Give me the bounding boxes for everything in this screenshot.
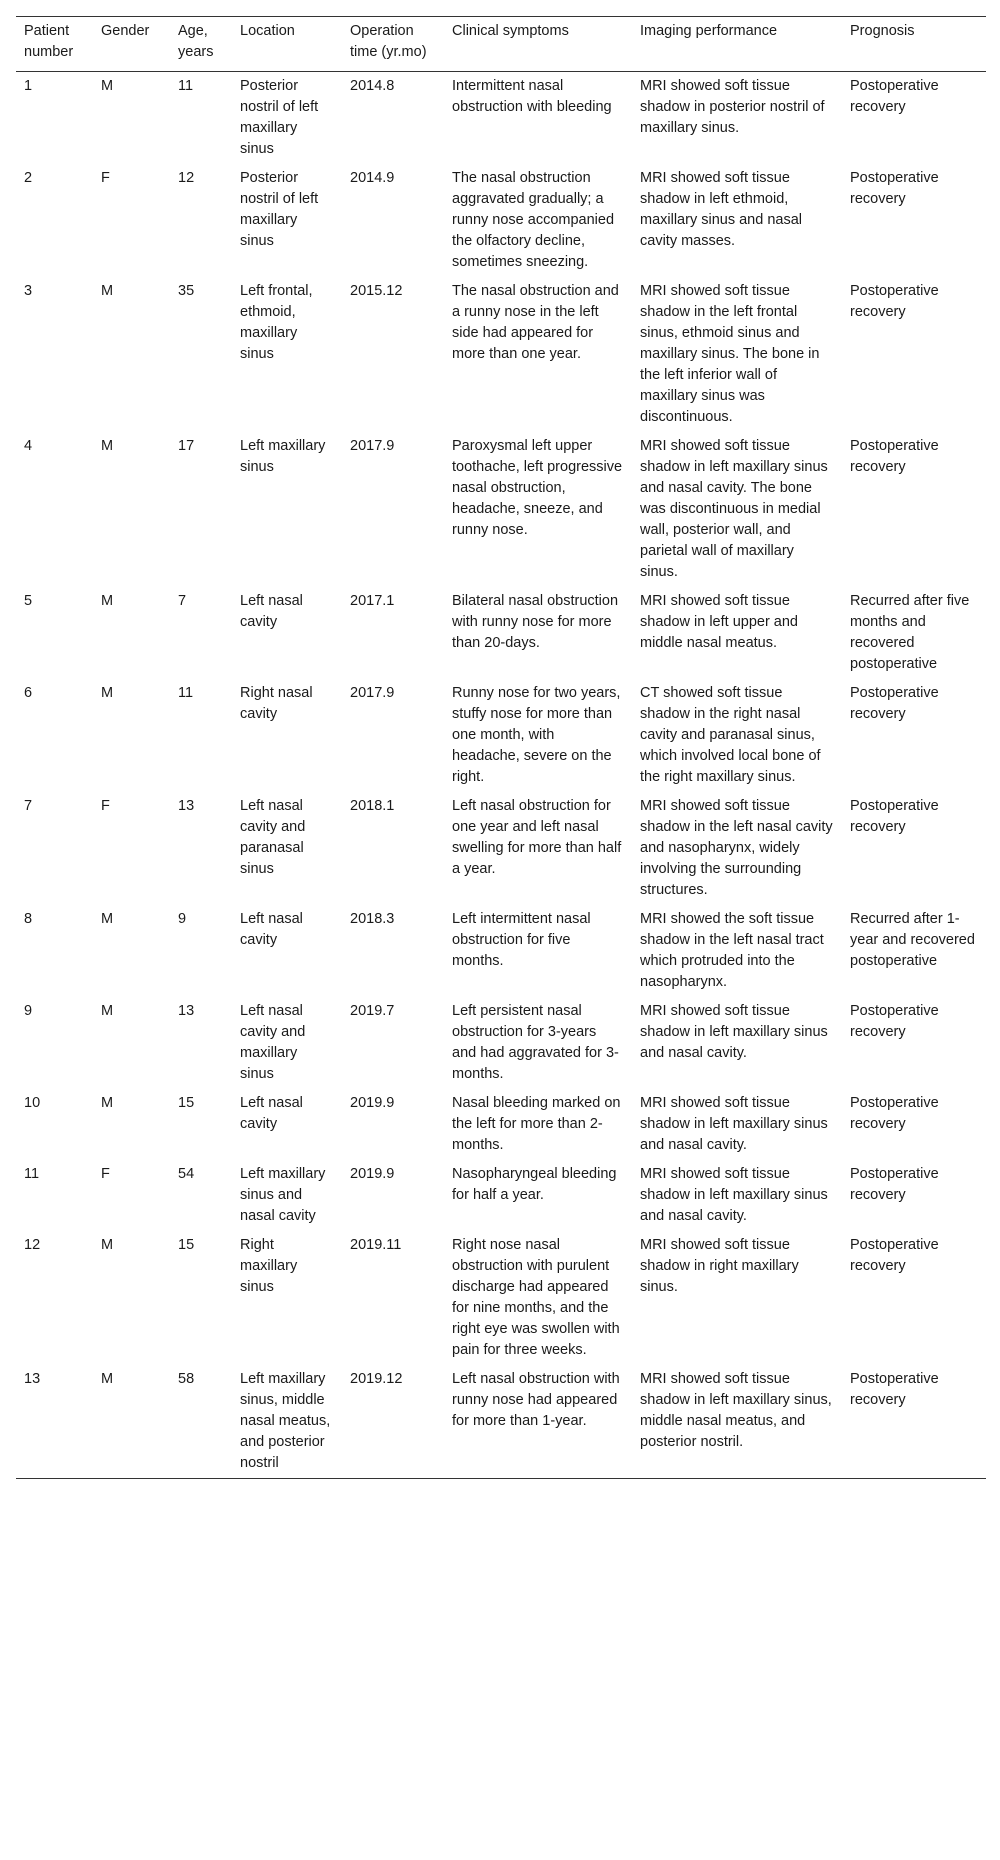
cell-prognosis: Postoperative recovery (850, 1371, 939, 1408)
header-row (16, 17, 986, 72)
cell-imaging-performance: MRI showed soft tissue shadow in left maxillary sinus and nasal cavity. (640, 1166, 828, 1224)
cell-clinical-symptoms: Nasopharyngeal bleeding for half a year. (452, 1166, 617, 1203)
cell-gender: M (101, 1371, 114, 1387)
cell-operation-time: 2017.9 (350, 438, 395, 454)
cell-age: 17 (178, 438, 195, 454)
cell-operation-time: 2017.9 (350, 685, 395, 701)
cell-gender: M (101, 283, 114, 299)
cell-clinical-symptoms: Left nasal obstruction with runny nose had appeared for more than 1-year. (452, 1371, 620, 1429)
cell-age: 13 (178, 798, 195, 814)
header-patient-number: Patient number (24, 23, 74, 60)
cell-imaging-performance: MRI showed soft tissue shadow in left ethmoid, maxillary sinus and nasal cavity masses. (640, 170, 802, 249)
cell-imaging-performance: MRI showed soft tissue shadow in left maxillary sinus, middle nasal meatus, and posterior nostril. (640, 1371, 832, 1450)
cell-operation-time: 2014.9 (350, 170, 395, 186)
cell-patient-number: 2 (24, 170, 33, 186)
cell-prognosis: Postoperative recovery (850, 170, 939, 207)
cell-prognosis: Recurred after 1-year and recovered postoperative (850, 911, 975, 969)
cell-clinical-symptoms: Right nose nasal obstruction with purulent discharge had appeared for nine months, and the right eye was swollen with pain for three weeks. (452, 1237, 620, 1358)
table-row (16, 1365, 986, 1479)
table-row (16, 1231, 986, 1365)
cell-gender: M (101, 685, 114, 701)
table-row (16, 1089, 986, 1160)
cell-gender: M (101, 593, 114, 609)
cell-operation-time: 2018.1 (350, 798, 395, 814)
cell-imaging-performance: MRI showed soft tissue shadow in the left frontal sinus, ethmoid sinus and maxillary sinus. The bone in the left inferior wall of maxillary sinus was discontinuous. (640, 283, 820, 425)
cell-location: Right nasal cavity (240, 685, 313, 722)
cell-age: 58 (178, 1371, 195, 1387)
cell-prognosis: Postoperative recovery (850, 438, 939, 475)
cell-imaging-performance: MRI showed soft tissue shadow in left maxillary sinus and nasal cavity. The bone was discontinuous in medial wall, posterior wall, and parietal wall of maxillary sinus. (640, 438, 828, 580)
cell-patient-number: 13 (24, 1371, 41, 1387)
cell-gender: M (101, 1095, 114, 1111)
cell-gender: F (101, 798, 110, 814)
cell-gender: M (101, 1003, 114, 1019)
cell-patient-number: 3 (24, 283, 33, 299)
cell-gender: M (101, 438, 114, 454)
cell-gender: M (101, 911, 114, 927)
cell-location: Posterior nostril of left maxillary sinus (240, 170, 319, 249)
cell-age: 7 (178, 593, 187, 609)
patient-table-container (16, 16, 986, 1479)
cell-age: 13 (178, 1003, 195, 1019)
cell-prognosis: Postoperative recovery (850, 1166, 939, 1203)
cell-patient-number: 7 (24, 798, 33, 814)
cell-prognosis: Postoperative recovery (850, 1003, 939, 1040)
cell-patient-number: 4 (24, 438, 33, 454)
cell-clinical-symptoms: Runny nose for two years, stuffy nose for more than one month, with headache, severe on the right. (452, 685, 621, 785)
cell-clinical-symptoms: Paroxysmal left upper toothache, left progressive nasal obstruction, headache, sneeze, and runny nose. (452, 438, 623, 538)
cell-age: 54 (178, 1166, 195, 1182)
cell-patient-number: 1 (24, 78, 33, 94)
cell-imaging-performance: MRI showed soft tissue shadow in the left nasal cavity and nasopharynx, widely involving the surrounding structures. (640, 798, 833, 898)
cell-imaging-performance: MRI showed soft tissue shadow in left maxillary sinus and nasal cavity. (640, 1095, 828, 1153)
cell-age: 9 (178, 911, 187, 927)
cell-patient-number: 8 (24, 911, 33, 927)
header-gender: Gender (101, 23, 150, 39)
header-clinical-symptoms: Clinical symptoms (452, 23, 569, 39)
cell-operation-time: 2019.7 (350, 1003, 395, 1019)
cell-location: Right maxillary sinus (240, 1237, 298, 1295)
cell-gender: F (101, 170, 110, 186)
cell-age: 35 (178, 283, 195, 299)
cell-patient-number: 6 (24, 685, 33, 701)
cell-operation-time: 2019.11 (350, 1237, 402, 1253)
table-header (16, 17, 986, 72)
cell-location: Left nasal cavity and maxillary sinus (240, 1003, 306, 1082)
cell-patient-number: 11 (24, 1166, 40, 1182)
header-operation-time: Operation time (yr.mo) (350, 23, 427, 60)
table-row (16, 1160, 986, 1231)
cell-patient-number: 5 (24, 593, 33, 609)
cell-operation-time: 2018.3 (350, 911, 395, 927)
table-row (16, 792, 986, 905)
cell-clinical-symptoms: Left persistent nasal obstruction for 3-years and had aggravated for 3-months. (452, 1003, 619, 1082)
cell-age: 15 (178, 1237, 195, 1253)
cell-imaging-performance: MRI showed the soft tissue shadow in the left nasal tract which protruded into the nasopharynx. (640, 911, 824, 990)
cell-location: Left maxillary sinus and nasal cavity (240, 1166, 326, 1224)
header-prognosis: Prognosis (850, 23, 915, 39)
cell-clinical-symptoms: The nasal obstruction and a runny nose in the left side had appeared for more than one year. (452, 283, 619, 362)
table-row (16, 277, 986, 432)
cell-clinical-symptoms: Bilateral nasal obstruction with runny nose for more than 20-days. (452, 593, 619, 651)
cell-operation-time: 2019.12 (350, 1371, 403, 1387)
table-row (16, 997, 986, 1089)
cell-age: 12 (178, 170, 195, 186)
cell-location: Left nasal cavity (240, 593, 303, 630)
cell-operation-time: 2014.8 (350, 78, 395, 94)
cell-prognosis: Postoperative recovery (850, 1095, 939, 1132)
cell-gender: M (101, 1237, 114, 1253)
cell-imaging-performance: MRI showed soft tissue shadow in posterior nostril of maxillary sinus. (640, 78, 825, 136)
cell-imaging-performance: CT showed soft tissue shadow in the right nasal cavity and paranasal sinus, which involved local bone of the right maxillary sinus. (640, 685, 821, 785)
cell-clinical-symptoms: Nasal bleeding marked on the left for more than 2-months. (452, 1095, 621, 1153)
cell-patient-number: 9 (24, 1003, 33, 1019)
table-row (16, 164, 986, 277)
cell-clinical-symptoms: Left nasal obstruction for one year and left nasal swelling for more than half a year. (452, 798, 622, 877)
cell-operation-time: 2015.12 (350, 283, 403, 299)
header-age: Age, years (178, 23, 214, 60)
cell-prognosis: Postoperative recovery (850, 685, 939, 722)
cell-prognosis: Postoperative recovery (850, 78, 939, 115)
cell-prognosis: Postoperative recovery (850, 1237, 939, 1274)
cell-operation-time: 2017.1 (350, 593, 395, 609)
cell-operation-time: 2019.9 (350, 1095, 395, 1111)
cell-imaging-performance: MRI showed soft tissue shadow in left upper and middle nasal meatus. (640, 593, 798, 651)
cell-patient-number: 12 (24, 1237, 41, 1253)
cell-prognosis: Postoperative recovery (850, 798, 939, 835)
header-location: Location (240, 23, 295, 39)
cell-age: 11 (178, 78, 194, 94)
cell-age: 11 (178, 685, 194, 701)
cell-patient-number: 10 (24, 1095, 41, 1111)
cell-location: Left maxillary sinus (240, 438, 326, 475)
cell-gender: F (101, 1166, 110, 1182)
header-imaging-performance: Imaging performance (640, 23, 778, 39)
cell-age: 15 (178, 1095, 195, 1111)
table-row (16, 679, 986, 792)
table-row (16, 432, 986, 587)
cell-prognosis: Recurred after five months and recovered postoperative (850, 593, 970, 672)
cell-clinical-symptoms: The nasal obstruction aggravated gradually; a runny nose accompanied the olfactory decline, sometimes sneezing. (452, 170, 615, 270)
cell-location: Left nasal cavity and paranasal sinus (240, 798, 306, 877)
table-row (16, 72, 986, 165)
cell-location: Left nasal cavity (240, 1095, 303, 1132)
cell-location: Left nasal cavity (240, 911, 303, 948)
cell-location: Left maxillary sinus, middle nasal meatus, and posterior nostril (240, 1371, 331, 1471)
cell-clinical-symptoms: Intermittent nasal obstruction with bleeding (452, 78, 612, 115)
cell-clinical-symptoms: Left intermittent nasal obstruction for five months. (452, 911, 591, 969)
patient-table (16, 16, 986, 1479)
table-row (16, 587, 986, 679)
cell-location: Left frontal, ethmoid, maxillary sinus (240, 283, 313, 362)
table-row (16, 905, 986, 997)
cell-gender: M (101, 78, 114, 94)
cell-imaging-performance: MRI showed soft tissue shadow in left maxillary sinus and nasal cavity. (640, 1003, 828, 1061)
cell-prognosis: Postoperative recovery (850, 283, 939, 320)
cell-location: Posterior nostril of left maxillary sinus (240, 78, 319, 157)
cell-operation-time: 2019.9 (350, 1166, 395, 1182)
table-body (16, 72, 986, 1479)
cell-imaging-performance: MRI showed soft tissue shadow in right maxillary sinus. (640, 1237, 799, 1295)
